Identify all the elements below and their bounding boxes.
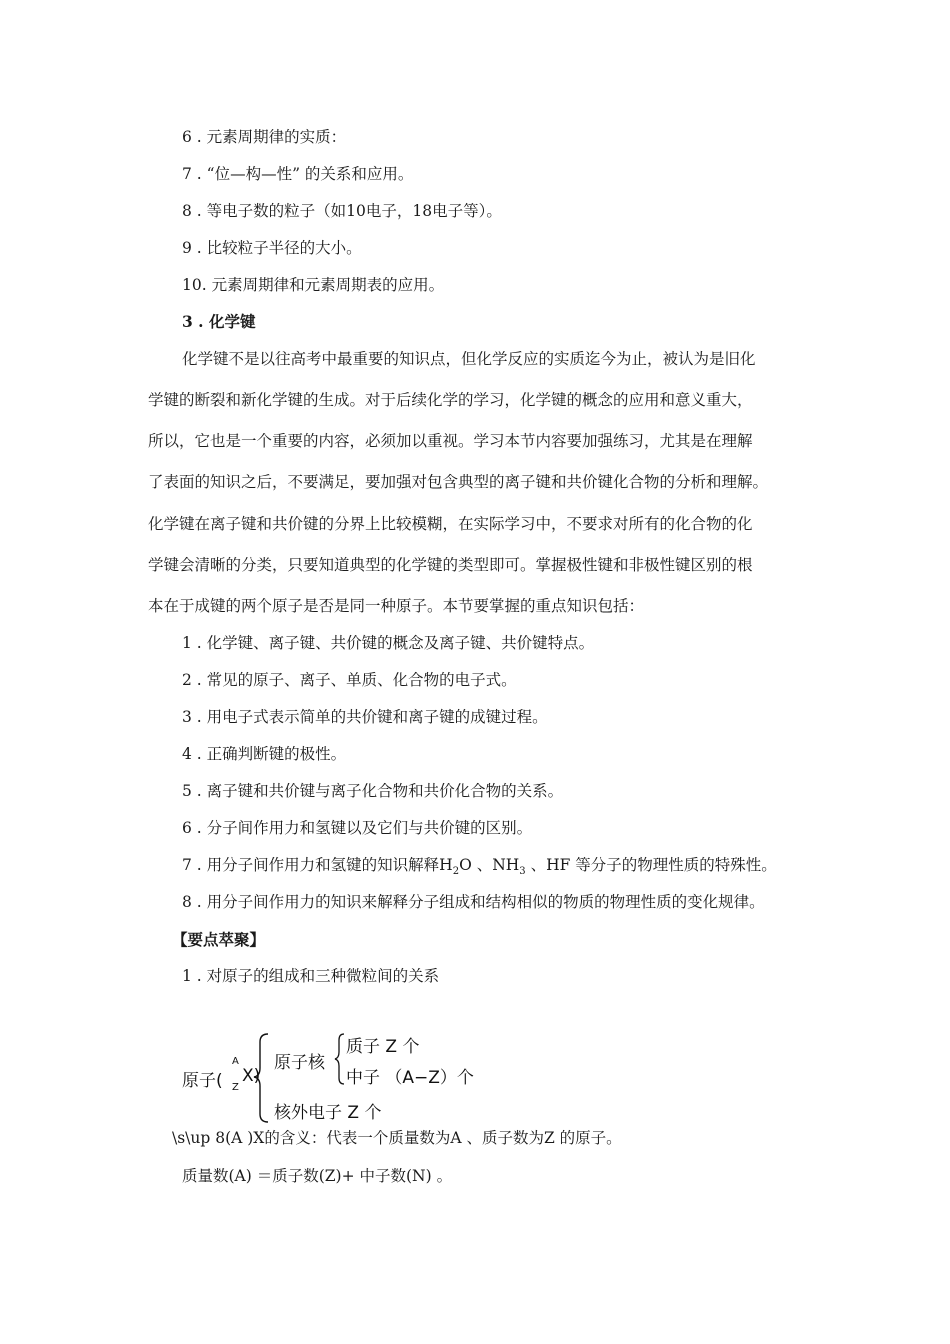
list-item: 6 . 分子间作用力和氢键以及它们与共价键的区别。 (182, 819, 533, 837)
key-points-heading: 【要点萃聚】 (172, 930, 266, 949)
list-item: 2 . 常见的原子、离子、单质、化合物的电子式。 (182, 671, 517, 689)
list-item: 3 . 用电子式表示简单的共价键和离子键的成键过程。 (182, 708, 548, 726)
formula-line: 质量数(A) ＝质子数(Z)+ 中子数(N) 。 (182, 1167, 453, 1185)
note-line: \s\up 8(A )X的含义：代表一个质量数为A 、质子数为Z 的原子。 (172, 1129, 622, 1147)
element-symbol: X) (242, 1066, 261, 1086)
list-item: 7 . 用分子间作用力和氢键的知识解释$H_2O$ 、$NH_3$ 、HF 等分子的物理性质的特殊性。 (182, 856, 777, 878)
list-item: 8 . 用分子间作用力的知识来解释分子组成和结构相似的物质的物理性质的变化规律。 (182, 893, 765, 911)
section-heading: 3 . 化学键 (182, 312, 256, 331)
nucleus-label: 原子核 (274, 1053, 325, 1073)
list-item: 7 . “位—构—性” 的关系和应用。 (182, 165, 414, 183)
paragraph-line: 所以，它也是一个重要的内容，必须加以重视。学习本节内容要加强练习，尤其是在理解 (148, 432, 753, 450)
paragraph-line: 化学键在离子键和共价键的分界上比较模糊，在实际学习中，不要求对所有的化合物的化 (148, 515, 753, 533)
list-item: 1 . 化学键、离子键、共价键的概念及离子键、共价键特点。 (182, 634, 595, 652)
neutron-label: 中子 （A−Z）个 (346, 1068, 474, 1088)
mass-number-sup: A (232, 1056, 239, 1067)
list-item: 6 . 元素周期律的实质： (182, 128, 347, 146)
paragraph-line: 学键会清晰的分类，只要知道典型的化学键的类型即可。掌握极性键和非极性键区别的根 (148, 556, 753, 574)
list-item: 1 . 对原子的组成和三种微粒间的关系 (182, 967, 440, 985)
paragraph-line: 了表面的知识之后，不要满足，要加强对包含典型的离子键和共价键化合物的分析和理解。 (148, 473, 769, 491)
atom-composition-diagram: 原子( A Z X) 原子核 质子 Z 个 中子 （A−Z）个 核外电子 Z 个 (182, 1030, 502, 1126)
list-item: 10. 元素周期律和元素周期表的应用。 (182, 276, 445, 294)
list-item: 4 . 正确判断键的极性。 (182, 745, 347, 763)
paragraph-line: 学键的断裂和新化学键的生成。对于后续化学的学习，化学键的概念的应用和意义重大， (148, 391, 753, 409)
atomic-number-sub: Z (232, 1082, 239, 1093)
list-item: 8 . 等电子数的粒子（如10电子，18电子等）。 (182, 202, 502, 220)
proton-label: 质子 Z 个 (346, 1037, 420, 1057)
list-item: 9 . 比较粒子半径的大小。 (182, 239, 362, 257)
paragraph-line: 化学键不是以往高考中最重要的知识点，但化学反应的实质迄今为止，被认为是旧化 (182, 350, 756, 368)
electron-label: 核外电子 Z 个 (274, 1103, 382, 1123)
paragraph-line: 本在于成键的两个原子是否是同一种原子。本节要掌握的重点知识包括： (148, 597, 645, 615)
list-item: 5 . 离子键和共价键与离子化合物和共价化合物的关系。 (182, 782, 564, 800)
